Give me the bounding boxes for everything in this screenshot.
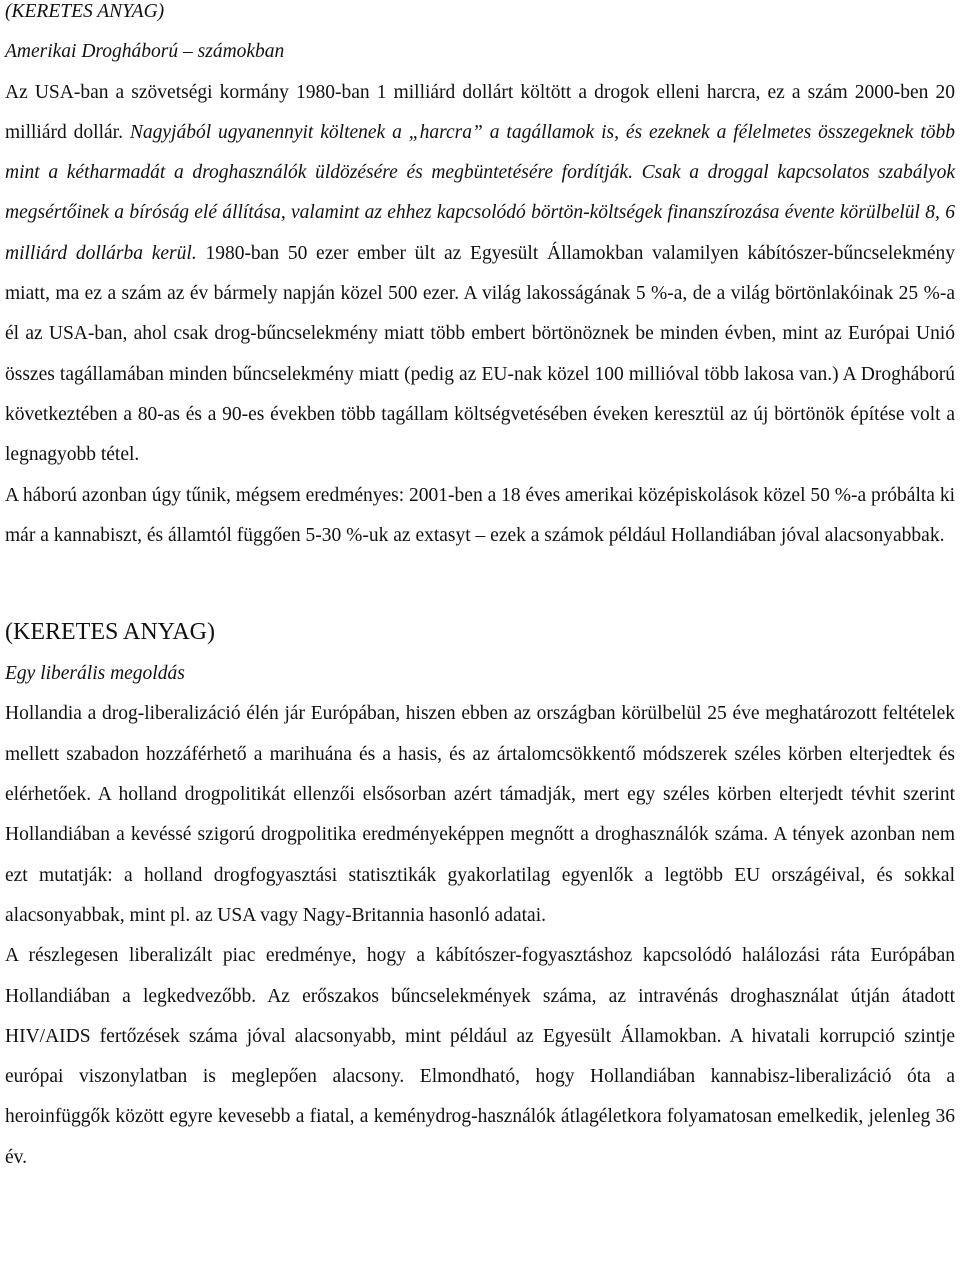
document-page [5,0,955,1178]
body-paragraph: A részlegesen liberalizált piac eredménye, hogy a kábítószer-fogyasztáshoz kapcsolódó halálozási ráta Európában Hollandiában a legkedvezőbb. Az erőszakos bűncselekmények száma, az intravénás droghasználat útján átadott HIV/AIDS fertőzések száma jóval alacsonyabb, mint például az Egyesült Államokban. A hivatali korrupció szintje európai viszonylatban is meglepően alacsony. Elmondható, hogy Hollandiában kannabisz-liberalizáció óta a heroinfüggők között egyre kevesebb a fiatal, a keménydrog-használók átlagéletkora folyamatosan emelkedik, jelenleg 36 év. [5,945,955,1168]
section-spacer [5,556,955,596]
paragraph-text-regular: Az USA-ban a szövetségi kormány 1980-ban 1 milliárd dollárt költött a drogok elleni harcra, ez a szám 2000-ben 20 milliárd dollár. [5,81,955,143]
body-paragraph: A háború azonban úgy tűnik, mégsem eredményes: 2001-ben a 18 éves amerikai középiskolások közel 50 %-a próbálta ki már a kannabiszt, és államtól függően 5-30 %-uk az extasyt – ezek a számok például Hollandiában jóval alacsonyabbak. [5,484,955,546]
paragraph-text-italic: Nagyjából ugyanennyit költenek a „harcra” a tagállamok is, és ezeknek a félelmetes összegeknek több mint a kétharmadát a droghasználók üldözésére és megbüntetésére fordítják. Csak a droggal kapcsolatos szabályok megsértőinek a bíróság elé állítása, valamint az ehhez kapcsolódó börtön-költségek finanszírozása évente körülbelül 8, 6 milliárd dollárba kerül. [5,121,956,264]
body-paragraph: Hollandia a drog-liberalizáció élén jár Európában, hiszen ebben az országban körülbelül 25 éve meghatározott feltételek mellett szabadon hozzáférhető a marihuána és a hasis, és az ártalomcsökkentő módszerek széles körben elterjedtek és elérhetőek. A holland drogpolitikát ellenzői elsősorban azért támadják, mert egy széles körben elterjedt tévhit szerint Hollandiában a kevéssé szigorú drogpolitika eredményeképpen megnőtt a droghasználók száma. A tények azonban nem ezt mutatják: a holland drogfogyasztási statisztikák gyakorlatilag egyenlők a legtöbb EU országéival, és sokkal alacsonyabbak, mint pl. az USA vagy Nagy-Britannia hasonló adatai. [5,703,955,926]
box-section-drug-war [5,0,955,556]
section-label: (KERETES ANYAG) [5,1,165,22]
section-label: (KERETES ANYAG) [5,619,215,646]
box-section-liberal-solution [5,610,955,1178]
paragraph-text-regular: 1980-ban 50 ezer ember ült az Egyesült Államokban valamilyen kábítószer-bűncselekmény miatt, ma ez a szám az év bármely napján közel 500 ezer. [5,242,956,305]
body-paragraph [5,73,955,476]
paragraph-text-regular: A világ lakosságának 5 %-a, de a világ börtönlakóinak 25 %-a él az USA-ban, ahol csak drog-bűncselekmény miatt több embert börtönöznek be minden évben, mint az Európai Unió összes tagállamában minden bűncselekmény miatt (pedig az EU-nak közel 100 millióval több lakosa van.) A Drogháború következtében a 80-as és a 90-es években több tagállam költségvetésében éveken keresztül az új börtönök építése volt a legnagyobb tétel. [5,283,956,466]
section-title: Egy liberális megoldás [5,663,185,685]
section-title: Amerikai Drogháború – számokban [5,41,285,63]
